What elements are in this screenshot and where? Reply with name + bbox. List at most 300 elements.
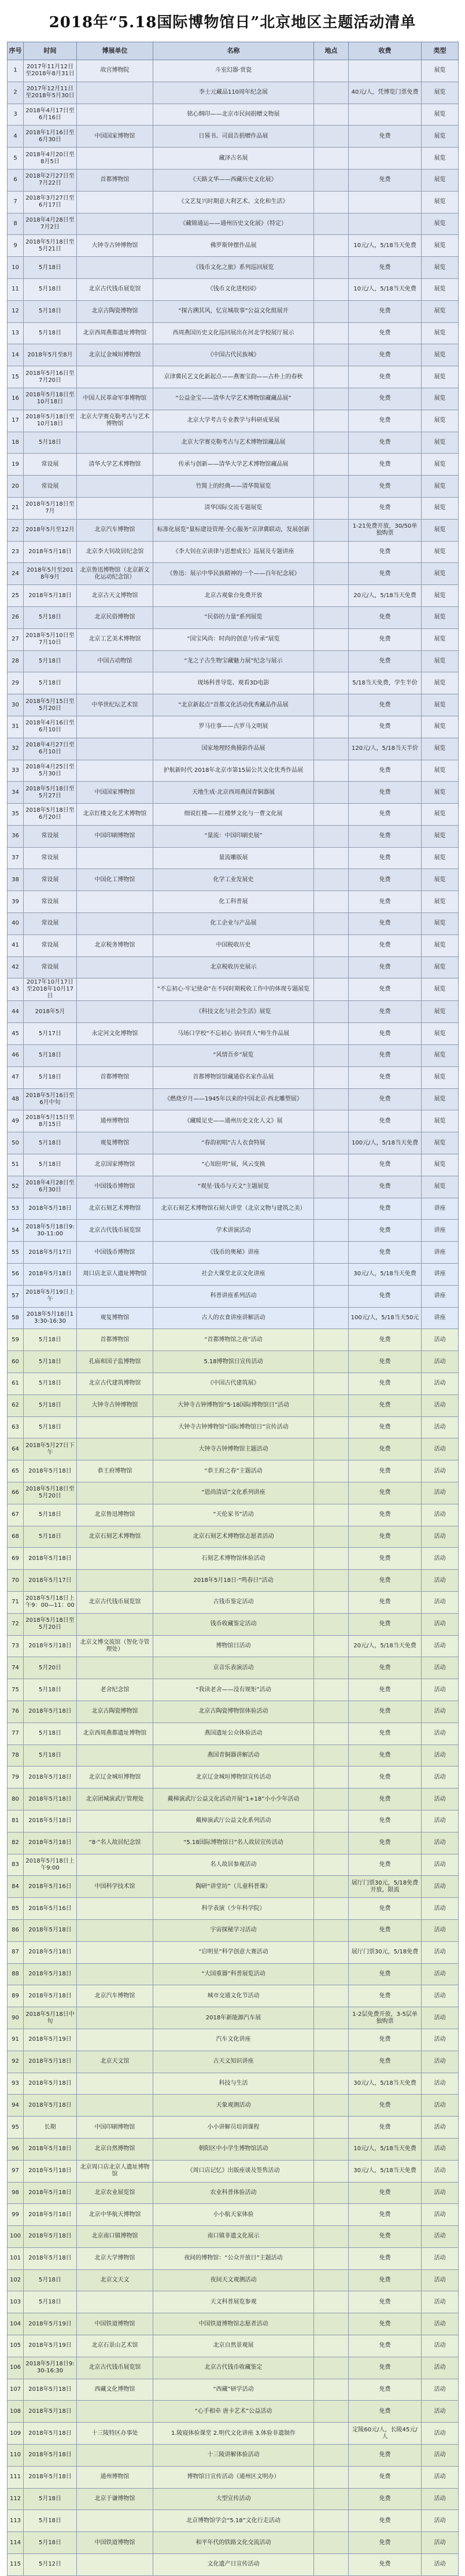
cell-name: 北京博物馆学会“5.18”文化行走活动 bbox=[153, 2510, 314, 2532]
table-row bbox=[8, 2204, 459, 2226]
cell-time: 2018年5月18日 bbox=[24, 1635, 77, 1657]
cell-fee: 免费 bbox=[349, 1504, 422, 1526]
cell-no: 78 bbox=[8, 1745, 24, 1767]
activity-table bbox=[7, 42, 459, 2576]
cell-fee: 免费 bbox=[349, 650, 422, 672]
cell-addr bbox=[314, 891, 349, 913]
cell-no: 24 bbox=[8, 563, 24, 585]
cell-addr bbox=[314, 2445, 349, 2467]
cell-time: 2018年5月18日 bbox=[24, 1264, 77, 1286]
cell-fee: 免费 bbox=[349, 1198, 422, 1220]
cell-fee: 免费 bbox=[349, 2466, 422, 2488]
cell-unit bbox=[77, 432, 153, 454]
table-row bbox=[8, 126, 459, 148]
table-row bbox=[8, 1351, 459, 1373]
cell-name: 北京古观象台免费开放 bbox=[153, 585, 314, 607]
cell-addr bbox=[314, 1285, 349, 1307]
cell-addr bbox=[314, 628, 349, 650]
cell-time: 2018年5月16日至6月中旬 bbox=[24, 1088, 77, 1110]
cell-addr bbox=[314, 1504, 349, 1526]
cell-fee: 20元/人，5/18当天免费 bbox=[349, 1635, 422, 1657]
cell-fee: 免费 bbox=[349, 934, 422, 956]
cell-time: 2018年1月16日至6月30日 bbox=[24, 126, 77, 148]
cell-fee: 免费 bbox=[349, 2335, 422, 2357]
cell-time: 2018年5月15日至8月15日 bbox=[24, 1110, 77, 1132]
cell-addr bbox=[314, 934, 349, 956]
cell-time: 2018年5月18日至6月20日 bbox=[24, 804, 77, 826]
table-row bbox=[8, 2466, 459, 2488]
table-row bbox=[8, 1066, 459, 1088]
cell-unit: 中国国家博物馆 bbox=[77, 782, 153, 804]
cell-time: 5月18日 bbox=[24, 2269, 77, 2291]
cell-fee: 免费 bbox=[349, 1460, 422, 1482]
cell-addr bbox=[314, 2554, 349, 2576]
cell-no: 23 bbox=[8, 541, 24, 563]
table-row bbox=[8, 2379, 459, 2401]
cell-unit bbox=[77, 1570, 153, 1592]
cell-fee: 定陵60元/人，长陵45元/人 bbox=[349, 2423, 422, 2445]
cell-type: 活动 bbox=[422, 1657, 459, 1679]
cell-unit bbox=[77, 1745, 153, 1767]
cell-addr bbox=[314, 1723, 349, 1745]
cell-fee: 免费 bbox=[349, 847, 422, 869]
table-row bbox=[8, 1789, 459, 1810]
cell-unit: 中国铁道博物馆 bbox=[77, 2532, 153, 2554]
cell-unit bbox=[77, 148, 153, 170]
cell-no: 73 bbox=[8, 1635, 24, 1657]
cell-no: 19 bbox=[8, 454, 24, 476]
table-row bbox=[8, 1285, 459, 1307]
cell-unit bbox=[77, 2029, 153, 2051]
cell-unit: 通州博物馆 bbox=[77, 2466, 153, 2488]
cell-type: 活动 bbox=[422, 2379, 459, 2401]
cell-time: 2018年5月18日上午9:00 bbox=[24, 1854, 77, 1876]
cell-fee bbox=[349, 213, 422, 235]
cell-name: 古天文知识讲座 bbox=[153, 2051, 314, 2073]
cell-addr bbox=[314, 650, 349, 672]
cell-type: 展览 bbox=[422, 956, 459, 978]
cell-unit: 北京石刻艺术博物馆 bbox=[77, 1198, 153, 1220]
cell-time: 5月18日 bbox=[24, 1416, 77, 1438]
cell-name: “风情吾乡”展览 bbox=[153, 1045, 314, 1067]
cell-fee: 免费 bbox=[349, 825, 422, 847]
cell-name: 戴樟演武厅公益文化系列活动 bbox=[153, 1810, 314, 1832]
table-row bbox=[8, 1110, 459, 1132]
cell-type: 活动 bbox=[422, 1919, 459, 1941]
cell-type: 展览 bbox=[422, 1001, 459, 1023]
cell-name: 南口镇非遗文化展示 bbox=[153, 2226, 314, 2248]
cell-time: 2018年5月10日至7月10日 bbox=[24, 628, 77, 650]
cell-time: 2018年5月19日 bbox=[24, 2029, 77, 2051]
cell-fee: 免费 bbox=[349, 1810, 422, 1832]
table-row bbox=[8, 1307, 459, 1329]
table-row bbox=[8, 454, 459, 476]
cell-type: 展览 bbox=[422, 804, 459, 826]
cell-name: 社会大课堂北京文化讲座 bbox=[153, 1264, 314, 1286]
cell-time: 2018年5月18日中旬 bbox=[24, 2007, 77, 2029]
cell-fee bbox=[349, 191, 422, 213]
table-row bbox=[8, 2138, 459, 2160]
cell-name: “启明星”科学创意大赛活动 bbox=[153, 1941, 314, 1963]
cell-fee: 免费 bbox=[349, 126, 422, 148]
cell-no: 4 bbox=[8, 126, 24, 148]
cell-unit: 北京团城演武厅管理处 bbox=[77, 1789, 153, 1810]
cell-type: 活动 bbox=[422, 1460, 459, 1482]
cell-unit: 北京古代钱币展览馆 bbox=[77, 1591, 153, 1613]
cell-no: 33 bbox=[8, 760, 24, 782]
cell-time: 2018年5月18日 bbox=[24, 2204, 77, 2226]
cell-addr bbox=[314, 322, 349, 344]
cell-addr bbox=[314, 2138, 349, 2160]
cell-unit: 中国铁道博物馆 bbox=[77, 2313, 153, 2335]
cell-name: 《天路文华——西藏历史文化展》 bbox=[153, 169, 314, 191]
cell-fee: 免费 bbox=[349, 1613, 422, 1635]
cell-type: 活动 bbox=[422, 1832, 459, 1854]
cell-fee: 免费 bbox=[349, 2117, 422, 2139]
cell-no: 49 bbox=[8, 1110, 24, 1132]
cell-unit: 大钟寺古钟博物馆 bbox=[77, 235, 153, 257]
cell-time: 5月12日 bbox=[24, 2554, 77, 2576]
cell-unit: 首都博物馆 bbox=[77, 1066, 153, 1088]
cell-type: 活动 bbox=[422, 1789, 459, 1810]
cell-no: 11 bbox=[8, 278, 24, 300]
cell-name: 北京税收历史展示 bbox=[153, 956, 314, 978]
cell-time: 2018年5月18日 bbox=[24, 1963, 77, 1985]
cell-type: 活动 bbox=[422, 1482, 459, 1504]
cell-unit: 北京西周燕都遗址博物馆 bbox=[77, 1723, 153, 1745]
cell-time: 2018年5月至12月 bbox=[24, 519, 77, 541]
cell-type: 展览 bbox=[422, 1110, 459, 1132]
cell-type: 讲座 bbox=[422, 1242, 459, 1264]
cell-fee: 免费 bbox=[349, 1351, 422, 1373]
cell-type: 展览 bbox=[422, 694, 459, 716]
cell-addr bbox=[314, 1898, 349, 1920]
cell-unit bbox=[77, 847, 153, 869]
cell-name: 《钱币的奥秘》讲座 bbox=[153, 1242, 314, 1264]
cell-unit bbox=[77, 1941, 153, 1963]
cell-no: 5 bbox=[8, 148, 24, 170]
cell-no: 107 bbox=[8, 2379, 24, 2401]
cell-name: “我读老舍——没有规矩”活动 bbox=[153, 1679, 314, 1701]
cell-name: 北京石刻艺术博物馆志愿者活动 bbox=[153, 1526, 314, 1548]
cell-unit: 西藏文化博物馆 bbox=[77, 2379, 153, 2401]
cell-time: 长期 bbox=[24, 2117, 77, 2139]
cell-fee: 免费 bbox=[349, 2532, 422, 2554]
cell-addr bbox=[314, 432, 349, 454]
cell-addr bbox=[314, 257, 349, 279]
cell-addr bbox=[314, 1767, 349, 1789]
cell-fee: 免费 bbox=[349, 410, 422, 432]
cell-type: 活动 bbox=[422, 1810, 459, 1832]
cell-time: 5月20日 bbox=[24, 1657, 77, 1679]
cell-type: 展览 bbox=[422, 278, 459, 300]
cell-unit: 北京古代钱币展览馆 bbox=[77, 1220, 153, 1242]
table-row bbox=[8, 1985, 459, 2007]
cell-type: 活动 bbox=[422, 2466, 459, 2488]
cell-unit: 北京自然博物馆 bbox=[77, 2138, 153, 2160]
cell-addr bbox=[314, 2510, 349, 2532]
cell-unit: 中国钱币博物馆 bbox=[77, 1176, 153, 1198]
cell-fee: 免费 bbox=[349, 2379, 422, 2401]
cell-time: 5月18日 bbox=[24, 650, 77, 672]
cell-unit: 北京民俗博物馆 bbox=[77, 606, 153, 628]
cell-type: 讲座 bbox=[422, 1264, 459, 1286]
cell-name: 现场科普导览、观看3D电影 bbox=[153, 672, 314, 694]
cell-time: 2018年5月至2018年9月 bbox=[24, 563, 77, 585]
cell-fee bbox=[349, 148, 422, 170]
table-row bbox=[8, 1919, 459, 1941]
cell-type: 活动 bbox=[422, 1745, 459, 1767]
cell-time: 2018年5月18日上午9：00—11：00 bbox=[24, 1591, 77, 1613]
cell-no: 80 bbox=[8, 1789, 24, 1810]
cell-unit: 北京农业展览馆 bbox=[77, 2182, 153, 2204]
cell-fee: 免费 bbox=[349, 1526, 422, 1548]
cell-name: 佛罗斯钟摆作品展 bbox=[153, 235, 314, 257]
table-row bbox=[8, 1264, 459, 1286]
cell-no: 63 bbox=[8, 1416, 24, 1438]
cell-name: 名人故居参观活动 bbox=[153, 1854, 314, 1876]
table-row bbox=[8, 1176, 459, 1198]
cell-name: 宇宙探秘学习活动 bbox=[153, 1919, 314, 1941]
cell-no: 94 bbox=[8, 2095, 24, 2117]
cell-no: 76 bbox=[8, 1701, 24, 1723]
cell-time: 2018年5月18日 bbox=[24, 585, 77, 607]
cell-addr bbox=[314, 1416, 349, 1438]
cell-type: 展览 bbox=[422, 388, 459, 410]
cell-no: 64 bbox=[8, 1438, 24, 1460]
cell-type: 展览 bbox=[422, 148, 459, 170]
table-row bbox=[8, 2357, 459, 2379]
cell-name: 《鲁迅：展示中华民族精神的一个——百年纪念展》 bbox=[153, 563, 314, 585]
cell-time: 5月18日 bbox=[24, 1132, 77, 1154]
cell-addr bbox=[314, 2269, 349, 2291]
cell-no: 90 bbox=[8, 2007, 24, 2029]
cell-unit bbox=[77, 1919, 153, 1941]
table-row bbox=[8, 1154, 459, 1176]
cell-name: “民俗的力量”系列展览 bbox=[153, 606, 314, 628]
cell-no: 44 bbox=[8, 1001, 24, 1023]
cell-name: 《藏暖足史——通州历史文化人文》展 bbox=[153, 1110, 314, 1132]
cell-unit: 北京辽金城垣博物馆 bbox=[77, 344, 153, 366]
cell-fee: 免费 bbox=[349, 891, 422, 913]
cell-name: 《燃烧岁月——1945年以来的中国北京·西北雕塑展》 bbox=[153, 1088, 314, 1110]
cell-fee: 展厅门票30元，5/18免费 bbox=[349, 1941, 422, 1963]
cell-addr bbox=[314, 1242, 349, 1264]
cell-addr bbox=[314, 606, 349, 628]
cell-no: 103 bbox=[8, 2291, 24, 2313]
cell-name: 《李大钊在京读律与思想成长》巡展及专题讲座 bbox=[153, 541, 314, 563]
cell-name: “西藏”研学活动 bbox=[153, 2379, 314, 2401]
table-row bbox=[8, 2488, 459, 2510]
cell-time: 2018年5月18日 bbox=[24, 1789, 77, 1810]
cell-fee: 免费 bbox=[349, 2510, 422, 2532]
cell-no: 20 bbox=[8, 476, 24, 498]
cell-unit: 永定河文化博物馆 bbox=[77, 1023, 153, 1045]
cell-fee: 免费 bbox=[349, 541, 422, 563]
cell-name: 2018年5月18日·“鸣春日”活动 bbox=[153, 1570, 314, 1592]
cell-unit: 北京古陶瓷博物馆 bbox=[77, 1701, 153, 1723]
cell-type: 展览 bbox=[422, 672, 459, 694]
cell-no: 55 bbox=[8, 1242, 24, 1264]
cell-fee: 免费 bbox=[349, 1679, 422, 1701]
cell-unit bbox=[77, 104, 153, 126]
table-row bbox=[8, 2160, 459, 2182]
cell-addr bbox=[314, 82, 349, 104]
table-row bbox=[8, 169, 459, 191]
cell-unit: 中国科学技术馆 bbox=[77, 1876, 153, 1898]
cell-time: 2018年5月19日 bbox=[24, 2313, 77, 2335]
table-row bbox=[8, 104, 459, 126]
cell-addr bbox=[314, 1635, 349, 1657]
cell-no: 89 bbox=[8, 1985, 24, 2007]
table-row bbox=[8, 1679, 459, 1701]
cell-no: 34 bbox=[8, 782, 24, 804]
cell-unit: 北京国家博物馆 bbox=[77, 1154, 153, 1176]
cell-no: 53 bbox=[8, 1198, 24, 1220]
cell-no: 12 bbox=[8, 300, 24, 322]
cell-no: 26 bbox=[8, 606, 24, 628]
cell-time: 2018年5月18日 bbox=[24, 1941, 77, 1963]
cell-name: “北京新起点”首都文化活动优秀藏品作品展 bbox=[153, 694, 314, 716]
cell-type: 活动 bbox=[422, 2357, 459, 2379]
cell-type: 展览 bbox=[422, 300, 459, 322]
cell-no: 68 bbox=[8, 1526, 24, 1548]
cell-unit: 北京大学赛克勒考古与艺术博物馆 bbox=[77, 410, 153, 432]
cell-type: 活动 bbox=[422, 1591, 459, 1613]
cell-time: 2018年5月18日 bbox=[24, 2423, 77, 2445]
cell-addr bbox=[314, 913, 349, 935]
cell-addr bbox=[314, 1941, 349, 1963]
cell-fee: 免费 bbox=[349, 1963, 422, 1985]
cell-addr bbox=[314, 1307, 349, 1329]
table-row bbox=[8, 1329, 459, 1351]
cell-no: 32 bbox=[8, 738, 24, 760]
cell-time: 5月18日 bbox=[24, 1045, 77, 1067]
cell-unit: 中国印刷博物馆 bbox=[77, 2117, 153, 2139]
cell-fee: 免费 bbox=[349, 1023, 422, 1045]
table-row bbox=[8, 191, 459, 213]
cell-fee: 免费 bbox=[349, 1745, 422, 1767]
cell-addr bbox=[314, 978, 349, 1001]
cell-addr bbox=[314, 2073, 349, 2095]
cell-addr bbox=[314, 672, 349, 694]
cell-name: “天伦家书”活动 bbox=[153, 1504, 314, 1526]
cell-no: 93 bbox=[8, 2073, 24, 2095]
cell-unit bbox=[77, 82, 153, 104]
table-row bbox=[8, 1001, 459, 1023]
cell-time: 5月18日 bbox=[24, 2488, 77, 2510]
cell-addr bbox=[314, 60, 349, 82]
cell-no: 97 bbox=[8, 2160, 24, 2182]
cell-time: 2018年5月18日 bbox=[24, 2466, 77, 2488]
cell-fee: 免费 bbox=[349, 804, 422, 826]
table-row bbox=[8, 1416, 459, 1438]
table-row bbox=[8, 2073, 459, 2095]
cell-unit: 北京汽车博物馆 bbox=[77, 1985, 153, 2007]
cell-addr bbox=[314, 1132, 349, 1154]
cell-time: 2018年5月18日9:30-16:30 bbox=[24, 2357, 77, 2379]
cell-time: 常设展 bbox=[24, 913, 77, 935]
cell-no: 81 bbox=[8, 1810, 24, 1832]
cell-addr bbox=[314, 563, 349, 585]
cell-addr bbox=[314, 1810, 349, 1832]
cell-fee: 免费 bbox=[349, 1570, 422, 1592]
cell-addr bbox=[314, 1066, 349, 1088]
table-row bbox=[8, 2029, 459, 2051]
cell-addr bbox=[314, 869, 349, 891]
cell-no: 54 bbox=[8, 1220, 24, 1242]
cell-no: 62 bbox=[8, 1394, 24, 1416]
cell-type: 活动 bbox=[422, 2226, 459, 2248]
cell-addr bbox=[314, 2247, 349, 2269]
table-row bbox=[8, 1876, 459, 1898]
cell-fee: 免费 bbox=[349, 2182, 422, 2204]
cell-time: 5月18日 bbox=[24, 278, 77, 300]
cell-time: 常设展 bbox=[24, 934, 77, 956]
cell-name: “恩尚清话”文化系列讲座 bbox=[153, 1482, 314, 1504]
cell-type: 展览 bbox=[422, 978, 459, 1001]
table-row bbox=[8, 344, 459, 366]
cell-no: 104 bbox=[8, 2313, 24, 2335]
cell-time: 2018年5月18日 bbox=[24, 1460, 77, 1482]
cell-name: 中国税收历史 bbox=[153, 934, 314, 956]
cell-time: 2017年12月11日至2018年5月30日 bbox=[24, 82, 77, 104]
cell-name: 科技与生活 bbox=[153, 2073, 314, 2095]
cell-time: 2018年5月18日 bbox=[24, 1701, 77, 1723]
cell-addr bbox=[314, 1154, 349, 1176]
cell-no: 59 bbox=[8, 1329, 24, 1351]
cell-fee: 免费 bbox=[349, 1723, 422, 1745]
cell-fee: 免费 bbox=[349, 1394, 422, 1416]
cell-name: “大国重器”科普展览活动 bbox=[153, 1963, 314, 1985]
table-row bbox=[8, 585, 459, 607]
cell-fee: 免费 bbox=[349, 2313, 422, 2335]
cell-name: 小小航天家体验 bbox=[153, 2204, 314, 2226]
cell-name: 博物馆日宣传活动（通州区文明办） bbox=[153, 2466, 314, 2488]
cell-no: 29 bbox=[8, 672, 24, 694]
cell-addr bbox=[314, 476, 349, 498]
cell-time: 5月18日 bbox=[24, 1745, 77, 1767]
table-row bbox=[8, 257, 459, 279]
cell-name: 马场口学校“不忘初心 协同育人”师生作品展 bbox=[153, 1023, 314, 1045]
cell-name: 科普讲座系列活动 bbox=[153, 1285, 314, 1307]
cell-type: 活动 bbox=[422, 1613, 459, 1635]
cell-no: 77 bbox=[8, 1723, 24, 1745]
cell-fee: 免费 bbox=[349, 782, 422, 804]
cell-no: 57 bbox=[8, 1285, 24, 1307]
cell-addr bbox=[314, 2182, 349, 2204]
cell-time: 2018年5月18日 bbox=[24, 1810, 77, 1832]
cell-type: 展览 bbox=[422, 628, 459, 650]
cell-fee: 免费 bbox=[349, 913, 422, 935]
cell-unit bbox=[77, 257, 153, 279]
cell-name: 朝阳区中小学生博物馆活动 bbox=[153, 2138, 314, 2160]
cell-unit: 清华大学艺术博物馆 bbox=[77, 454, 153, 476]
cell-no: 112 bbox=[8, 2488, 24, 2510]
cell-type: 活动 bbox=[422, 2117, 459, 2139]
cell-unit: 中国古动物馆 bbox=[77, 650, 153, 672]
cell-time: 5月17日 bbox=[24, 1023, 77, 1045]
cell-time: 2018年5月18日 bbox=[24, 2182, 77, 2204]
cell-addr bbox=[314, 1373, 349, 1395]
cell-unit bbox=[77, 956, 153, 978]
cell-type: 活动 bbox=[422, 1438, 459, 1460]
cell-no: 109 bbox=[8, 2423, 24, 2445]
cell-addr bbox=[314, 1526, 349, 1548]
cell-addr bbox=[314, 388, 349, 410]
cell-name: “国宝风尚：时尚的创意与传承”展览 bbox=[153, 628, 314, 650]
cell-type: 展览 bbox=[422, 782, 459, 804]
